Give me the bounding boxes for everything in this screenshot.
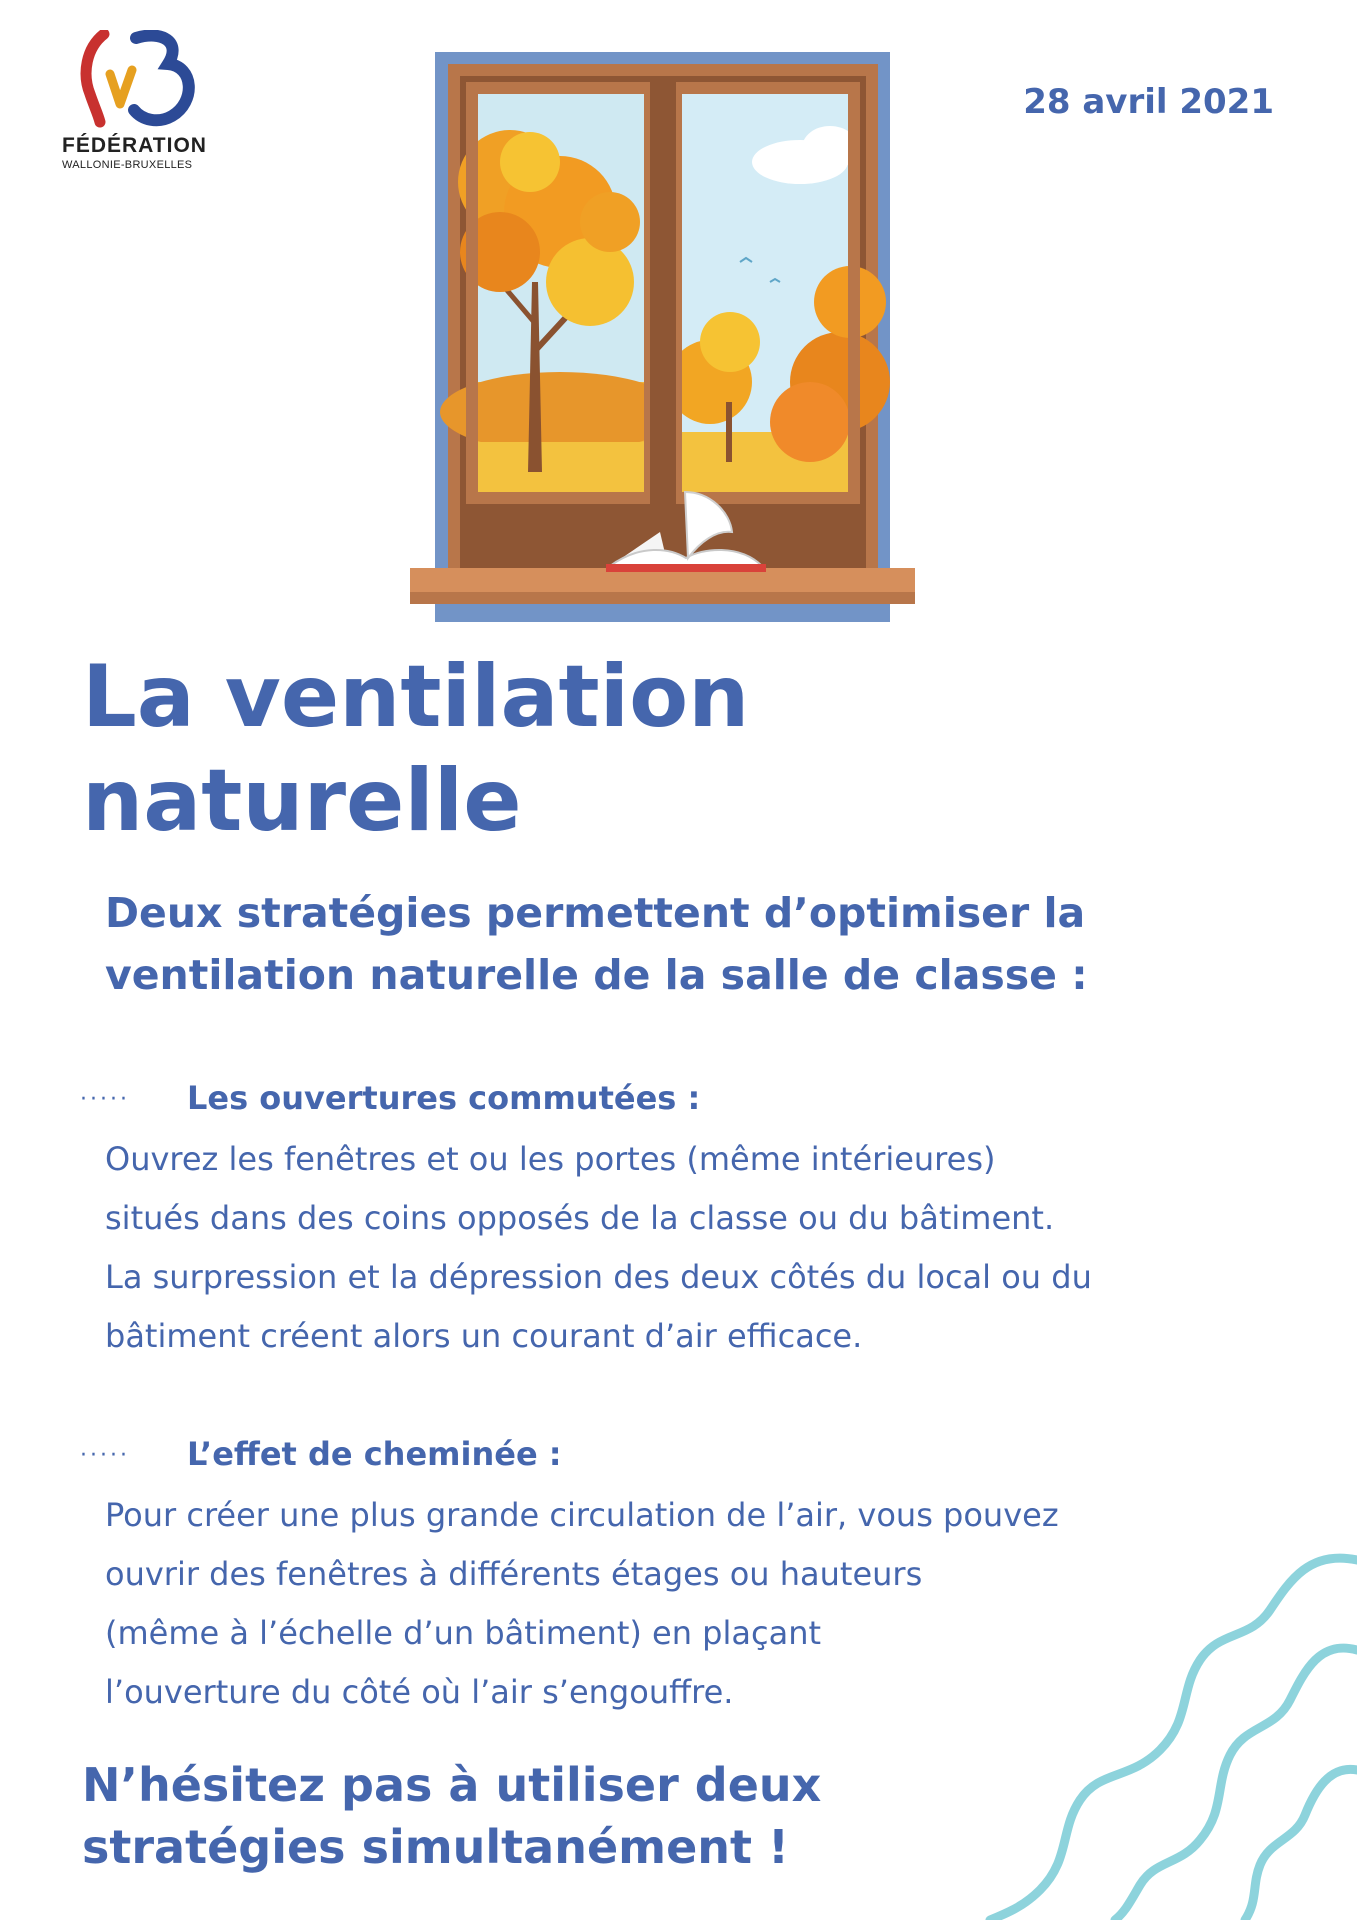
subtitle-line-2: ventilation naturelle de la salle de classe : [105,951,1088,999]
document-date: 28 avril 2021 [1023,82,1274,122]
section-line: (même à l’échelle d’un bâtiment) en plaçant [105,1614,822,1652]
section-line: ouvrir des fenêtres à différents étages ou hauteurs [105,1555,923,1593]
section-body-ouvertures [105,1130,1315,1366]
section-heading-cheminee: L’effet de cheminée : [187,1435,562,1473]
section-bullet-dots: ····· [80,1087,130,1112]
section-line: Ouvrez les fenêtres et ou les portes (même intérieures) [105,1140,996,1178]
subtitle-line-1: Deux stratégies permettent d’optimiser la [105,889,1086,937]
logo-name: FÉDÉRATION [62,134,207,157]
subtitle [105,882,1285,1006]
fwb-logo-icon [76,30,206,130]
section-line: l’ouverture du côté où l’air s’engouffre. [105,1673,734,1711]
section-line: bâtiment créent alors un courant d’air efficace. [105,1317,863,1355]
window-sill [410,568,915,596]
section-bullet-dots: ····· [80,1443,130,1468]
decorative-waves [840,1540,1357,1920]
logo-subname: WALLONIE-BRUXELLES [62,159,193,171]
section-line: La surpression et la dépression des deux côtés du local ou du [105,1258,1092,1296]
closing-line-2: stratégies simultanément ! [82,1820,790,1874]
section-line: Pour créer une plus grande circulation de l’air, vous pouvez [105,1496,1059,1534]
section-heading-ouvertures: Les ouvertures commutées : [187,1079,701,1117]
title-line-1: La ventilation [82,647,750,747]
title-line-2: naturelle [82,751,522,851]
page-title [82,645,749,853]
federation-logo [58,30,218,180]
autumn-window-illustration [410,52,915,622]
section-line: situés dans des coins opposés de la classe ou du bâtiment. [105,1199,1055,1237]
closing-line-1: N’hésitez pas à utiliser deux [82,1758,822,1812]
